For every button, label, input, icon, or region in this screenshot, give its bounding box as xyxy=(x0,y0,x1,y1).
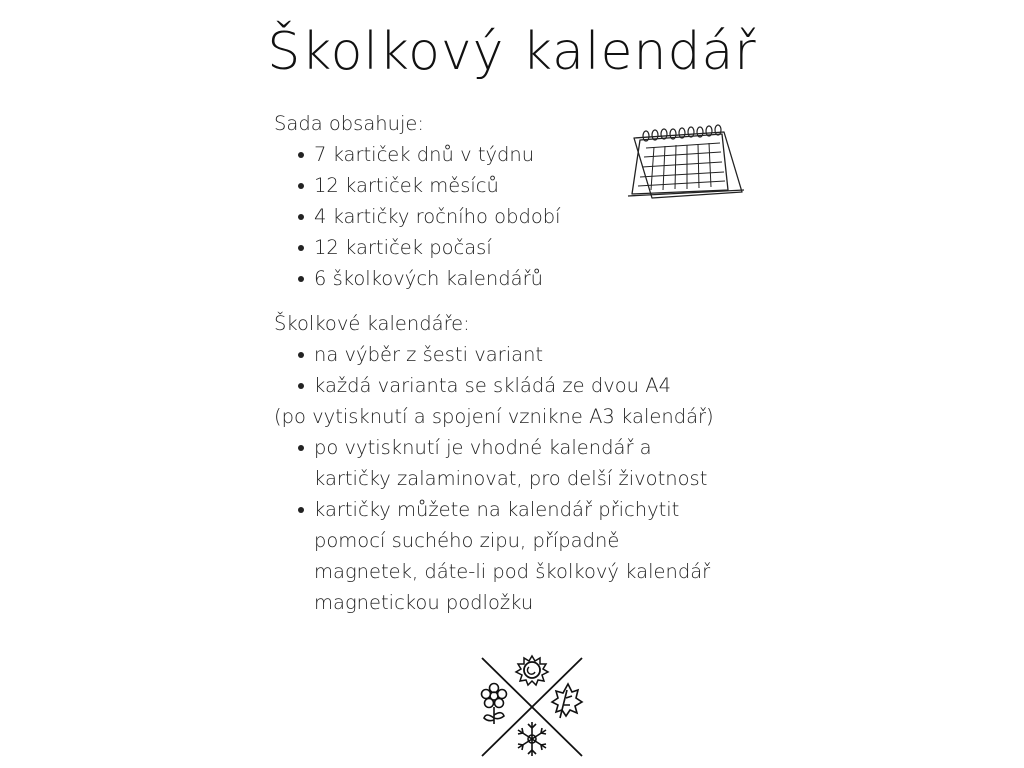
list-item: 6 školkových kalendářů xyxy=(274,263,834,294)
list-item: každá varianta se skládá ze dvou A4 xyxy=(274,370,834,401)
four-seasons-icon xyxy=(474,652,590,762)
list-item: 4 kartičky ročního období xyxy=(274,201,834,232)
snowflake-icon xyxy=(518,722,546,756)
list-item: kartičky můžete na kalendář přichytit pomocí suchého zipu, případně magnetek, dáte-li pod školkový kalendář magnetickou podložku xyxy=(274,494,714,618)
list-item: na výběr z šesti variant xyxy=(274,339,834,370)
content-body xyxy=(274,108,834,618)
section-heading-calendars: Školkové kalendáře: xyxy=(274,312,470,335)
list-item: 12 kartiček měsíců xyxy=(274,170,834,201)
section-heading-set-contents: Sada obsahuje: xyxy=(274,112,424,135)
calendars-list-a xyxy=(274,339,834,401)
set-contents-list xyxy=(274,139,834,294)
sun-icon xyxy=(516,656,548,685)
calendars-list-b xyxy=(274,432,834,618)
flower-icon xyxy=(482,684,507,725)
desk-calendar-icon xyxy=(624,124,748,202)
page-title: Školkový kalendář xyxy=(267,22,757,82)
list-item: po vytisknutí je vhodné kalendář a kartičky zalaminovat, pro delší životnost xyxy=(274,432,714,494)
leaf-icon xyxy=(552,684,582,718)
list-item: 12 kartiček počasí xyxy=(274,232,834,263)
a3-note: (po vytisknutí a spojení vznikne A3 kalendář) xyxy=(274,405,714,428)
list-item: 7 kartiček dnů v týdnu xyxy=(274,139,834,170)
